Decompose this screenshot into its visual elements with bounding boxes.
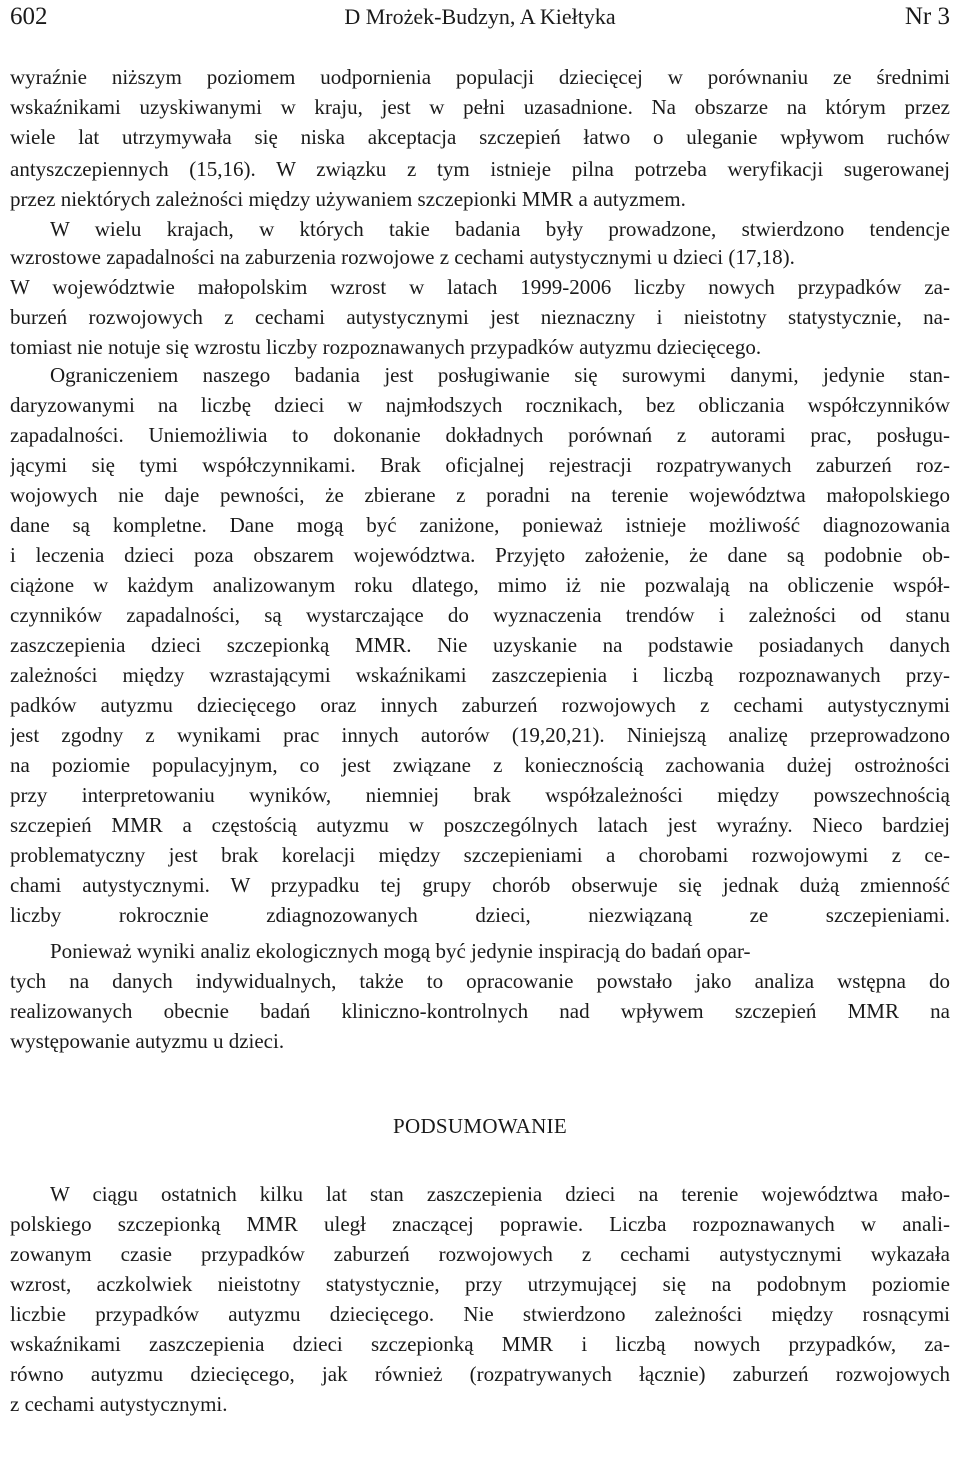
text-line: równo autyzmu dziecięcego, jak również (rozpatrywanych łącznie) zaburzeń rozwojowych (10, 1362, 950, 1386)
text-line: wskaźnikami uzyskiwanymi w kraju, jest w pełni uzasadnione. Na obszarze na którym przez (10, 95, 950, 119)
text-line: zapadalności. Uniemożliwia to dokonanie dokładnych porównań z autorami prac, posługu- (10, 423, 950, 447)
text-line: wzrostowe zapadalności na zaburzenia rozwojowe z cechami autystycznymi u dzieci (17,18). (10, 245, 795, 269)
text-line: z cechami autystycznymi. (10, 1392, 228, 1416)
text-line: jest zgodny z wynikami prac innych autorów (19,20,21). Niniejszą analizę przeprowadzono (10, 723, 950, 747)
text-line: tomiast nie notuje się wzrostu liczby rozpoznawanych przypadków autyzmu dziecięcego. (10, 335, 762, 359)
text-line: liczby rokrocznie zdiagnozowanych dzieci, niezwiązaną ze szczepieniami. (10, 903, 950, 927)
text-line: Ograniczeniem naszego badania jest posługiwanie się surowymi danymi, jedynie stan- (50, 363, 950, 387)
text-line: Ponieważ wyniki analiz ekologicznych mogą być jedynie inspiracją do badań opar- (50, 939, 751, 963)
text-line: polskiego szczepionką MMR uległ znaczącej poprawie. Liczba rozpoznawanych w anali- (10, 1212, 950, 1236)
text-line: tych na danych indywidualnych, także to opracowanie powstało jako analiza wstępna do (10, 969, 950, 993)
text-line: wskaźnikami zaszczepienia dzieci szczepionką MMR i liczbą nowych przypadków, za- (10, 1332, 950, 1356)
text-line: padków autyzmu dziecięcego oraz innych zaburzeń rozwojowych z cechami autystycznymi (10, 693, 950, 717)
text-line: wojowych nie daje pewności, że zbierane z poradni na terenie województwa małopolskiego (10, 483, 950, 507)
text-line: przy interpretowaniu wyników, niemniej brak współzależności między powszechnością (10, 783, 950, 807)
text-line: W wielu krajach, w których takie badania były prowadzone, stwierdzono tendencje (50, 217, 950, 241)
text-line: wiele lat utrzymywała się niska akceptacja szczepień łatwo o uleganie wpływom ruchów (10, 125, 950, 149)
text-line: szczepień MMR a częstością autyzmu w poszczególnych latach jest wyraźny. Nieco bardziej (10, 813, 950, 837)
text-line: jącymi się tymi współczynnikami. Brak oficjalnej rejestracji rozpatrywanych zaburzeń roz- (10, 453, 950, 477)
text-line: chami autystycznymi. W przypadku tej grupy chorób obserwuje się jednak dużą zmienność (10, 873, 950, 897)
text-line: na poziomie populacyjnym, co jest związane z koniecznością zachowania dużej ostrożności (10, 753, 950, 777)
text-line: W województwie małopolskim wzrost w latach 1999-2006 liczby nowych przypadków za- (10, 275, 950, 299)
text-line: występowanie autyzmu u dzieci. (10, 1029, 285, 1053)
text-line: dane są kompletne. Dane mogą być zaniżone, ponieważ istnieje możliwość diagnozowania (10, 513, 950, 537)
text-line: czynników zapadalności, są wystarczające do wyznaczenia trendów i zależności od stanu (10, 603, 950, 627)
header-authors: D Mrożek-Budzyn, A Kiełtyka (344, 4, 616, 29)
text-line: antyszczepiennych (15,16). W związku z tym istnieje pilna potrzeba weryfikacji sugerowanej (10, 157, 950, 181)
text-line: problematyczny jest brak korelacji między szczepieniami a chorobami rozwojowymi z ce- (10, 843, 950, 867)
section-heading: PODSUMOWANIE (393, 1114, 567, 1138)
text-line: zależności między wzrastającymi wskaźnikami zaszczepienia i liczbą rozpoznawanych przy- (10, 663, 950, 687)
page-number: 602 (10, 3, 48, 30)
text-line: ciążone w każdym analizowanym roku dlatego, mimo iż nie pozwalają na obliczenie współ- (10, 573, 950, 597)
text-line: wzrost, aczkolwiek nieistotny statystycznie, przy utrzymującej się na podobnym poziomie (10, 1272, 950, 1296)
text-line: daryzowanymi na liczbę dzieci w najmłodszych rocznikach, bez obliczania współczynników (10, 393, 950, 417)
running-header (10, 0, 950, 34)
journal-issue: Nr 3 (904, 3, 950, 30)
text-line: W ciągu ostatnich kilku lat stan zaszczepienia dzieci na terenie województwa mało- (50, 1182, 950, 1206)
text-line: realizowanych obecnie badań kliniczno-kontrolnych nad wpływem szczepień MMR na (10, 999, 950, 1023)
text-line: zowanym czasie przypadków zaburzeń rozwojowych z cechami autystycznymi wykazała (10, 1242, 950, 1266)
text-line: przez niektórych zależności między używaniem szczepionki MMR a autyzmem. (10, 187, 686, 211)
text-line: burzeń rozwojowych z cechami autystycznymi jest nieznaczny i nieistotny statystycznie, na- (10, 305, 950, 329)
text-line: liczbie przypadków autyzmu dziecięcego. Nie stwierdzono zależności między rosnącymi (10, 1302, 950, 1326)
text-line: i leczenia dzieci poza obszarem województwa. Przyjęto założenie, że dane są podobnie ob- (10, 543, 950, 567)
text-line: zaszczepienia dzieci szczepionką MMR. Nie uzyskanie na podstawie posiadanych danych (10, 633, 950, 657)
text-line: wyraźnie niższym poziomem uodpornienia populacji dziecięcej w porównaniu ze średnimi (10, 65, 950, 89)
